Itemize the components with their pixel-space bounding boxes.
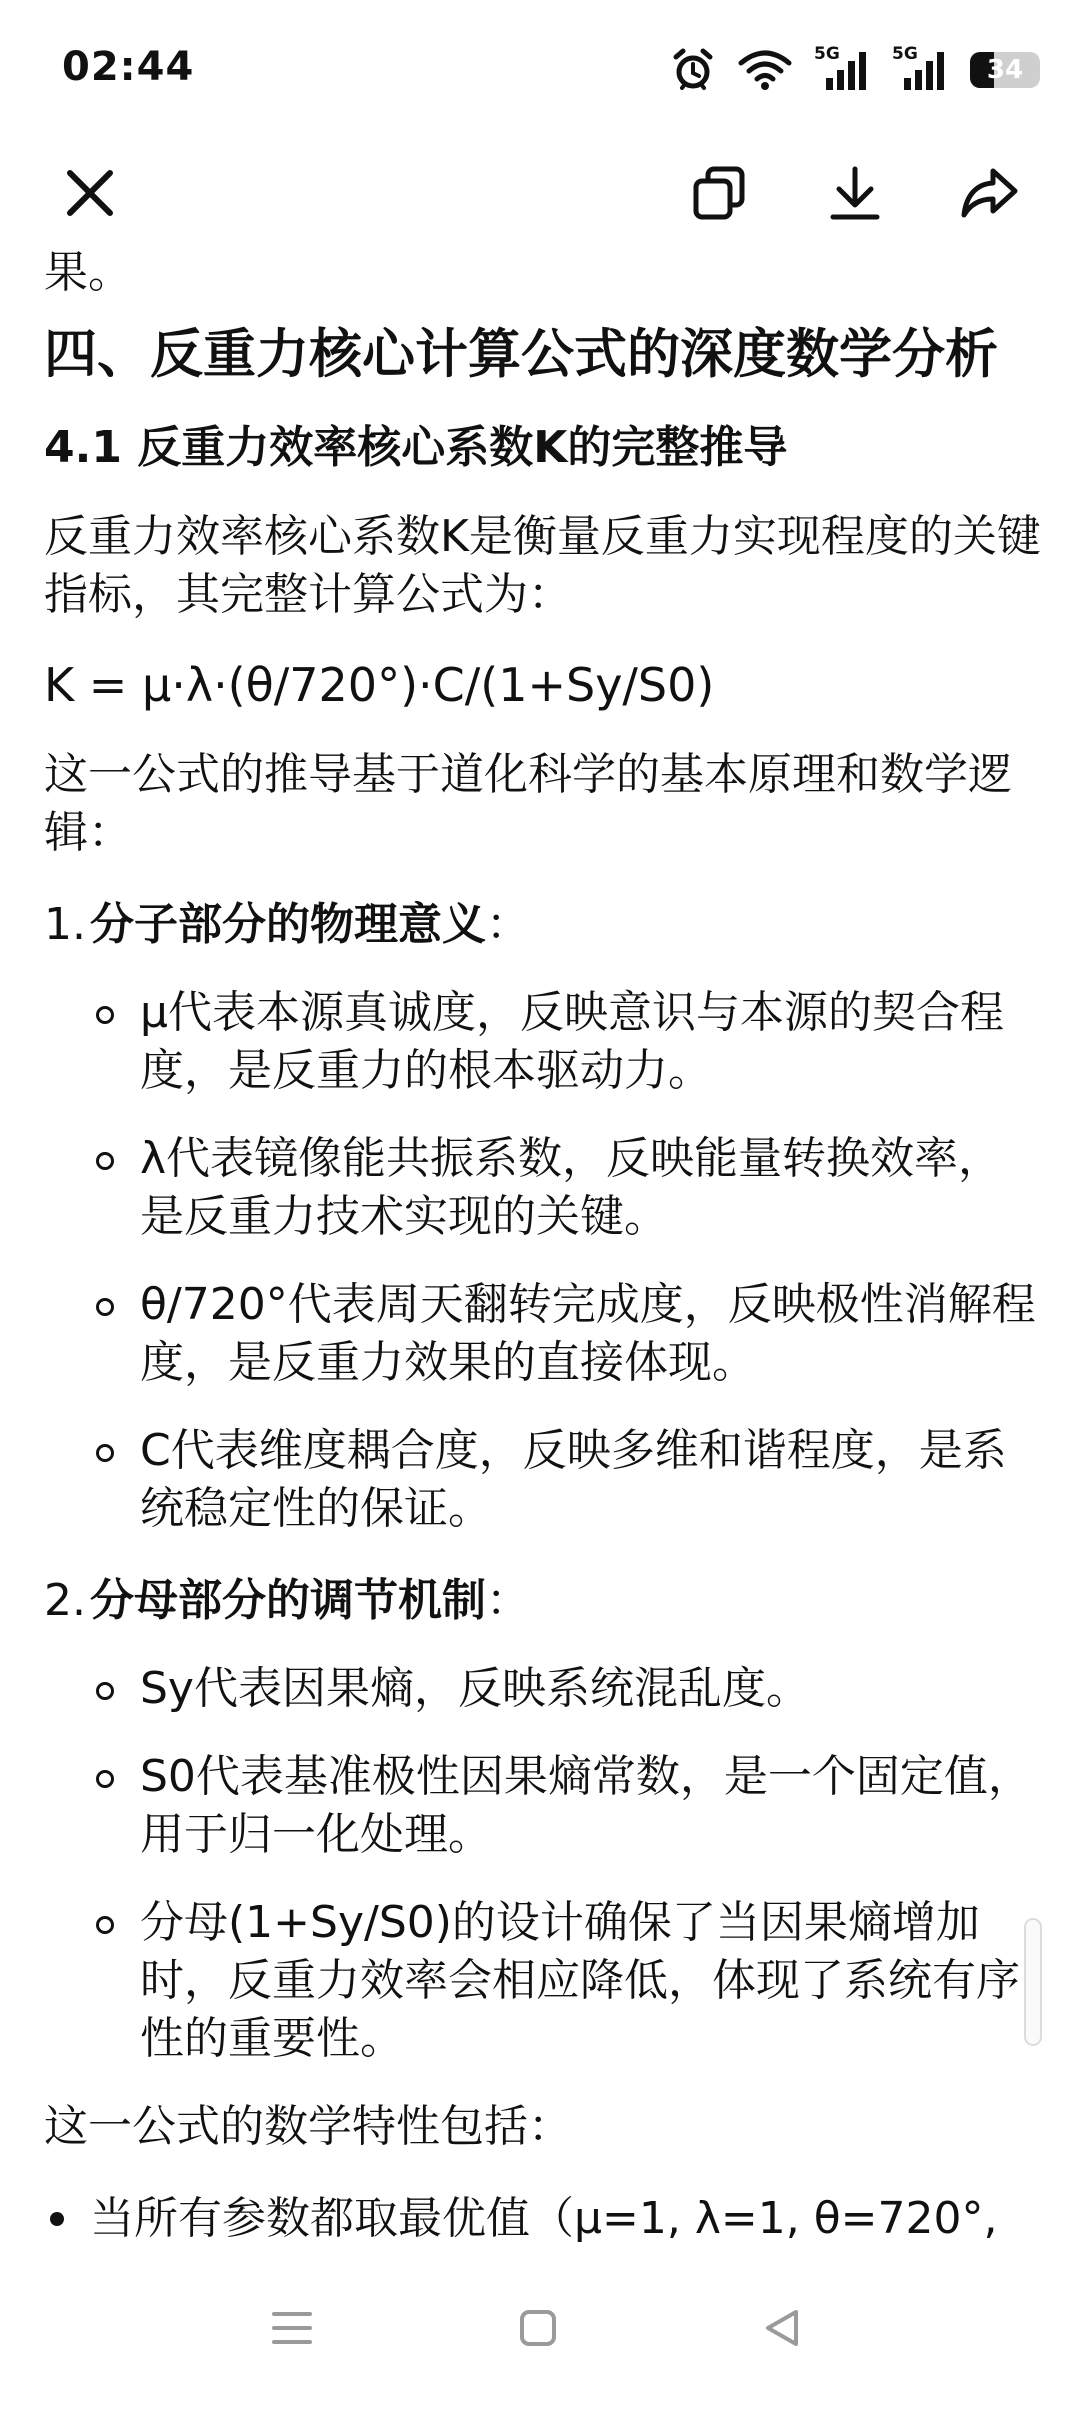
list-item (44, 1660, 1044, 1718)
bullet-icon (50, 2212, 64, 2226)
list-item (44, 1894, 1044, 2068)
intro-fragment: 果。 (44, 247, 132, 298)
alarm-icon (670, 47, 716, 93)
sub-list (44, 984, 1044, 1538)
home-button[interactable] (498, 2290, 578, 2370)
list-item (44, 984, 1044, 1100)
close-button[interactable] (45, 150, 135, 240)
list-heading: 分母部分的调节机制 (90, 1575, 486, 1626)
list-item (44, 1748, 1044, 1864)
intro-paragraph: 反重力效率核心系数K是衡量反重力实现程度的关键指标，其完整计算公式为： (44, 511, 1041, 620)
copy-button[interactable] (675, 150, 765, 240)
signal-1-label: 5G (814, 44, 840, 64)
copy-icon (690, 163, 750, 227)
list-item-text: 分母(1+Sy/S0)的设计确保了当因果熵增加时，反重力效率会相应降低，体现了系统有序性的重要性。 (140, 1897, 1020, 2064)
list-heading-suffix: ： (486, 1575, 530, 1626)
circle-bullet-icon (96, 1444, 114, 1462)
download-button[interactable] (810, 150, 900, 240)
circle-bullet-icon (96, 1006, 114, 1024)
scrollbar-thumb[interactable] (1024, 1918, 1042, 2046)
home-icon (518, 2308, 558, 2352)
list-item-text: θ/720°代表周天翻转完成度，反映极性消解程度，是反重力效果的直接体现。 (140, 1279, 1036, 1388)
status-time: 02:44 (62, 44, 195, 90)
status-bar (0, 0, 1080, 140)
circle-bullet-icon (96, 1152, 114, 1170)
back-icon (762, 2308, 802, 2352)
list-number: 1. (44, 899, 86, 950)
list-number: 2. (44, 1575, 86, 1626)
signal-5g-icon (892, 44, 948, 92)
circle-bullet-icon (96, 1682, 114, 1700)
list-item-text: λ代表镜像能共振系数，反映能量转换效率，是反重力技术实现的关键。 (140, 1133, 1003, 1242)
list-heading: 分子部分的物理意义 (90, 899, 486, 950)
article-content (44, 240, 1044, 2265)
status-icons (670, 40, 1040, 100)
share-button[interactable] (945, 150, 1035, 240)
wifi-icon (738, 49, 792, 91)
viewer-toolbar (0, 140, 1080, 250)
system-nav-bar (0, 2250, 1080, 2412)
list-item (44, 1130, 1044, 1246)
properties-intro: 这一公式的数学特性包括： (44, 2101, 572, 2152)
list-item (44, 1276, 1044, 1392)
derivation-paragraph: 这一公式的推导基于道化科学的基本原理和数学逻辑： (44, 749, 1012, 858)
back-button[interactable] (742, 2290, 822, 2370)
close-icon (62, 165, 118, 225)
circle-bullet-icon (96, 1298, 114, 1316)
list-item (44, 1422, 1044, 1538)
ordered-list-item (44, 896, 1044, 954)
circle-bullet-icon (96, 1916, 114, 1934)
battery-icon (970, 52, 1040, 88)
list-item-text: S0代表基准极性因果熵常数，是一个固定值，用于归一化处理。 (140, 1751, 1032, 1860)
signal-5g-icon (814, 44, 870, 92)
circle-bullet-icon (96, 1770, 114, 1788)
menu-icon (270, 2308, 314, 2352)
share-icon (959, 165, 1021, 225)
list-item-text: 当所有参数都取最优值（μ=1, λ=1, θ=720°, (90, 2193, 998, 2244)
battery-level: 34 (986, 55, 1024, 85)
ordered-list-item (44, 1572, 1044, 1630)
sub-list (44, 1660, 1044, 2068)
list-heading-suffix: ： (486, 899, 530, 950)
signal-2-label: 5G (892, 44, 918, 64)
formula: K = μ·λ·(θ/720°)·C/(1+Sy/S0) (44, 658, 715, 712)
menu-button[interactable] (252, 2290, 332, 2370)
list-item-text: Sy代表因果熵，反映系统混乱度。 (140, 1663, 810, 1714)
subsection-title: 4.1 反重力效率核心系数K的完整推导 (44, 422, 788, 473)
list-item-text: C代表维度耦合度，反映多维和谐程度，是系统稳定性的保证。 (140, 1425, 1007, 1534)
section-title: 四、反重力核心计算公式的深度数学分析 (44, 324, 998, 385)
download-icon (825, 163, 885, 227)
list-item-text: μ代表本源真诚度，反映意识与本源的契合程度，是反重力的根本驱动力。 (140, 987, 1004, 1096)
